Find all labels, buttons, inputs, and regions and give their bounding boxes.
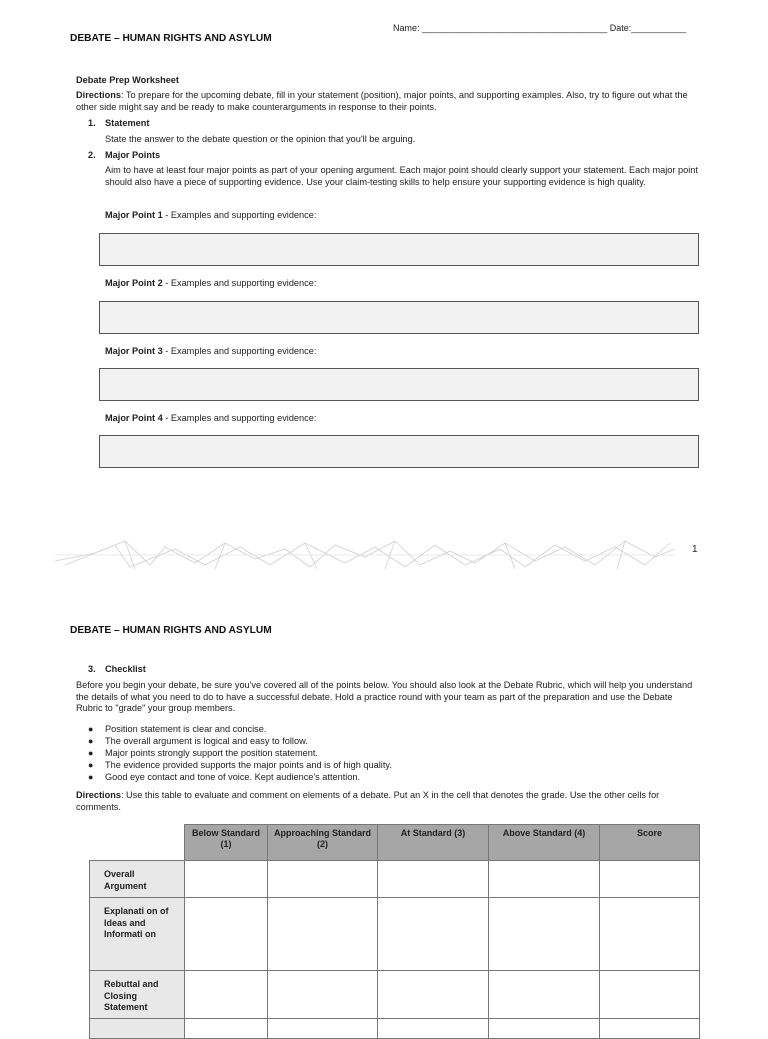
major-points-number: 2. [88,150,96,160]
statement-heading: Statement [105,118,150,128]
major-point-4-suffix: - Examples and supporting evidence: [162,413,317,423]
name-date-line: Name: _____________________________________ Date:___________ [393,23,687,33]
bullet-icon: ● [88,724,94,734]
major-point-3-title: Major Point 3 [105,346,163,356]
row-label-explanation: Explanati on of Ideas and Informati on [90,898,185,971]
table-directions-text: : Use this table to evaluate and comment on elements of a debate. Put an X in the cell that denotes the grade. Use the other cells for comments. [76,790,660,812]
checklist-item-text: Good eye contact and tone of voice. Kept audience's attention. [105,772,361,782]
rubric-cell[interactable] [489,898,600,971]
rubric-cell[interactable] [378,898,489,971]
checklist-item [88,772,392,784]
bullet-icon: ● [88,760,94,770]
rubric-row-overall-argument [90,861,700,898]
directions-label: Directions [76,90,121,100]
checklist-item-text: Major points strongly support the position statement. [105,748,318,758]
checklist-item [88,724,392,736]
rubric-cell[interactable] [185,1019,268,1039]
checklist-item-text: Position statement is clear and concise. [105,724,267,734]
major-point-1-evidence-box[interactable] [99,233,699,266]
score-cell[interactable] [600,971,700,1019]
major-point-1-label [105,210,701,222]
major-point-2-label [105,278,701,290]
rubric-row-rebuttal [90,971,700,1019]
rubric-cell[interactable] [268,898,378,971]
rubric-row-explanation [90,898,700,971]
worksheet-title: Debate Prep Worksheet [76,75,179,85]
major-point-3-label [105,346,701,358]
page-2-title: DEBATE – HUMAN RIGHTS AND ASYLUM [70,625,272,636]
rubric-cell[interactable] [185,971,268,1019]
rubric-header-row [90,825,700,861]
page-number: 1 [692,544,698,555]
directions-paragraph [76,90,701,113]
checklist-item-text: The evidence provided supports the major points and is of high quality. [105,760,392,770]
rubric-cell[interactable] [489,1019,600,1039]
major-point-4-evidence-box[interactable] [99,435,699,468]
rubric-cell[interactable] [378,1019,489,1039]
checklist-heading: Checklist [105,664,146,674]
rubric-cell[interactable] [378,971,489,1019]
header-at-standard: At Standard (3) [378,825,489,861]
major-point-3-evidence-box[interactable] [99,368,699,401]
table-directions-label: Directions [76,790,121,800]
page-title: DEBATE – HUMAN RIGHTS AND ASYLUM [70,33,272,44]
major-point-2-evidence-box[interactable] [99,301,699,334]
statement-text: State the answer to the debate question or the opinion that you'll be arguing. [105,134,416,144]
rubric-cell[interactable] [268,971,378,1019]
major-point-2-title: Major Point 2 [105,278,163,288]
major-point-3-suffix: - Examples and supporting evidence: [162,346,317,356]
rubric-cell[interactable] [489,971,600,1019]
major-points-text: Aim to have at least four major points as part of your opening argument. Each major point should clearly support your statement. Each major point should also have a piece of supporting evidence. Use your claim-testing skills to help ensure your supporting evidence is high quality. [105,165,698,187]
major-point-4-label [105,413,701,425]
row-label-rebuttal: Rebuttal and Closing Statement [90,971,185,1019]
bullet-icon: ● [88,748,94,758]
statement-number: 1. [88,118,96,128]
checklist-bullets [88,724,392,784]
rubric-cell[interactable] [185,898,268,971]
checklist-number: 3. [88,664,96,674]
table-directions [76,790,701,813]
rubric-corner-cell [90,825,185,861]
major-point-2-suffix: - Examples and supporting evidence: [162,278,317,288]
major-point-1-title: Major Point 1 [105,210,163,220]
checklist-item [88,760,392,772]
major-point-1-suffix: - Examples and supporting evidence: [162,210,317,220]
header-below-standard: Below Standard (1) [185,825,268,861]
directions-text: : To prepare for the upcoming debate, fill in your statement (position), major points, and supporting examples. Also, try to figure out what the other side might say and be ready to make counterarguments in response to their points. [76,90,688,112]
debate-rubric-table [89,824,700,1039]
rubric-cell[interactable] [268,861,378,898]
row-label-overall-argument: Overall Argument [90,861,185,898]
checklist-intro: Before you begin your debate, be sure you've covered all of the points below. You should also look at the Debate Rubric, which will help you understand the details of what you need to do to have a successful debate. Hold a practice round with your team as part of the preparation and use the Debate Rubric to "grade" your group members. [76,680,693,713]
score-cell[interactable] [600,1019,700,1039]
rubric-row-next [90,1019,700,1039]
checklist-item [88,736,392,748]
bullet-icon: ● [88,736,94,746]
checklist-item [88,748,392,760]
major-point-4-title: Major Point 4 [105,413,163,423]
row-label-next [90,1019,185,1039]
rubric-cell[interactable] [378,861,489,898]
decorative-footer-art [55,535,675,571]
rubric-cell[interactable] [268,1019,378,1039]
bullet-icon: ● [88,772,94,782]
header-above-standard: Above Standard (4) [489,825,600,861]
score-cell[interactable] [600,898,700,971]
rubric-cell[interactable] [489,861,600,898]
score-cell[interactable] [600,861,700,898]
rubric-cell[interactable] [185,861,268,898]
checklist-item-text: The overall argument is logical and easy to follow. [105,736,308,746]
header-score: Score [600,825,700,861]
major-points-heading: Major Points [105,150,161,160]
header-approaching-standard: Approaching Standard (2) [268,825,378,861]
